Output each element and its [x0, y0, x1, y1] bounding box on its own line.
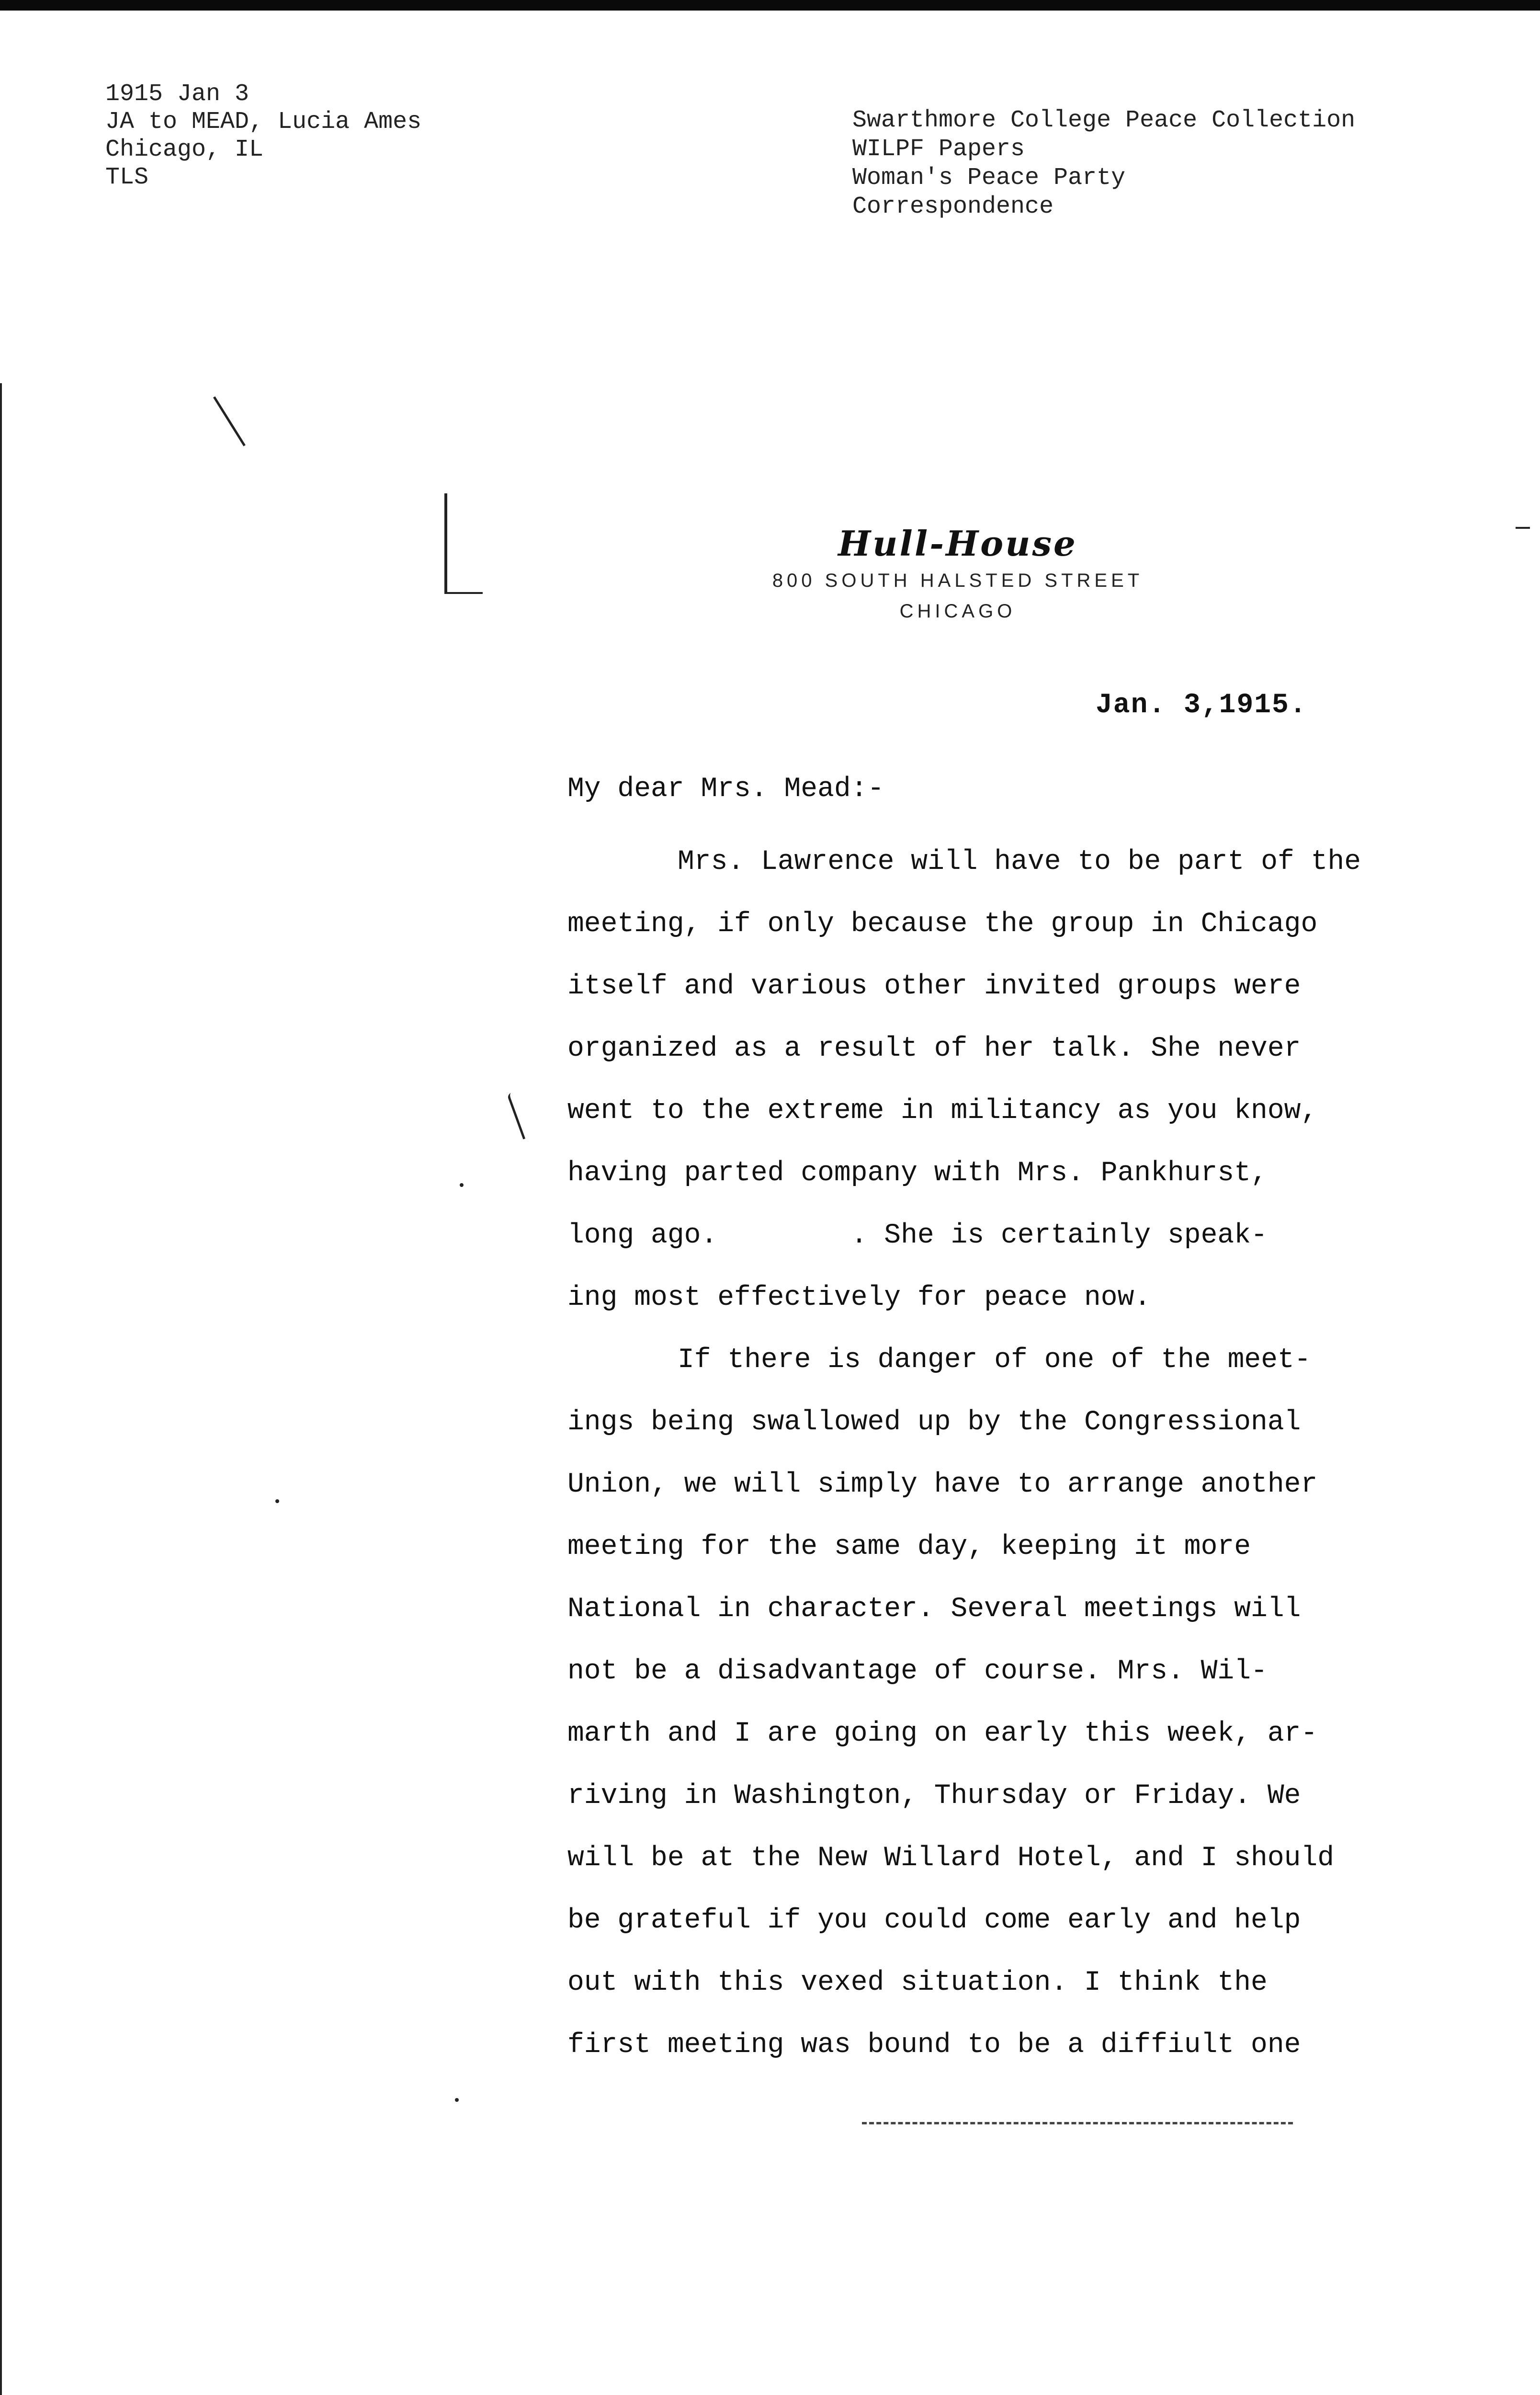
letter-line: out with this vexed situation. I think the	[567, 1967, 1268, 1998]
letter-date: Jan. 3,1915.	[1096, 690, 1307, 721]
scan-mark-dashes	[862, 2122, 1293, 2124]
archive-place: Chicago, IL	[105, 136, 264, 163]
letter-line: meeting for the same day, keeping it more	[567, 1531, 1251, 1562]
scan-left-edge	[0, 383, 2, 2395]
collection-papers: WILPF Papers	[852, 136, 1025, 163]
scan-dot	[460, 1183, 464, 1187]
letter-line: be grateful if you could come early and help	[567, 1905, 1301, 1936]
letter-line: will be at the New Willard Hotel, and I should	[567, 1843, 1335, 1874]
archive-type: TLS	[105, 164, 149, 191]
letter-line: went to the extreme in militancy as you know,	[567, 1095, 1318, 1127]
letterhead-address: 800 SOUTH HALSTED STREET	[772, 570, 1144, 591]
letter-line: long ago. . She is certainly speak-	[567, 1220, 1268, 1251]
letter-line: Mrs. Lawrence will have to be part of the	[678, 846, 1361, 878]
letterhead-name: Hull-House	[838, 523, 1077, 564]
letterhead	[670, 522, 1245, 627]
collection-series: Woman's Peace Party	[852, 164, 1126, 192]
letter-line: National in character. Several meetings will	[567, 1594, 1301, 1625]
archive-correspondents: JA to MEAD, Lucia Ames	[105, 108, 422, 136]
letter-line: marth and I are going on early this week, ar-	[567, 1718, 1318, 1749]
collection-name: Swarthmore College Peace Collection	[852, 107, 1356, 134]
letter-line: riving in Washington, Thursday or Friday. We	[567, 1780, 1301, 1812]
letter-line: having parted company with Mrs. Pankhurst,	[567, 1158, 1268, 1189]
collection-metadata	[852, 106, 1355, 221]
letter-salutation: My dear Mrs. Mead:-	[567, 774, 884, 805]
scan-mark-bracket-horizontal	[444, 592, 483, 594]
letter-line: meeting, if only because the group in Chicago	[567, 909, 1318, 940]
scan-mark-bracket-vertical	[444, 493, 447, 594]
scan-dot	[275, 1499, 279, 1503]
letter-line: ing most effectively for peace now.	[567, 1282, 1151, 1313]
archive-metadata	[105, 80, 421, 192]
letter-line: ings being swallowed up by the Congressional	[567, 1407, 1301, 1438]
letterhead-city: CHICAGO	[899, 601, 1016, 622]
archive-date: 1915 Jan 3	[105, 80, 249, 108]
letter-body	[567, 831, 1429, 2076]
letter-line: not be a disadvantage of course. Mrs. Wil-	[567, 1656, 1268, 1687]
scan-mark-tick	[213, 396, 246, 446]
scan-dot	[455, 2098, 459, 2102]
scan-mark-margin-arrow	[507, 1093, 528, 1139]
letter-line: first meeting was bound to be a diffiult one	[567, 2030, 1301, 2061]
letter-line: If there is danger of one of the meet-	[678, 1345, 1311, 1376]
collection-subseries: Correspondence	[852, 193, 1054, 220]
letter-line: itself and various other invited groups were	[567, 971, 1301, 1002]
scan-top-border	[0, 0, 1540, 11]
letter-line: organized as a result of her talk. She never	[567, 1033, 1301, 1064]
letter-line: Union, we will simply have to arrange another	[567, 1469, 1318, 1500]
scan-mark-right	[1516, 527, 1530, 529]
